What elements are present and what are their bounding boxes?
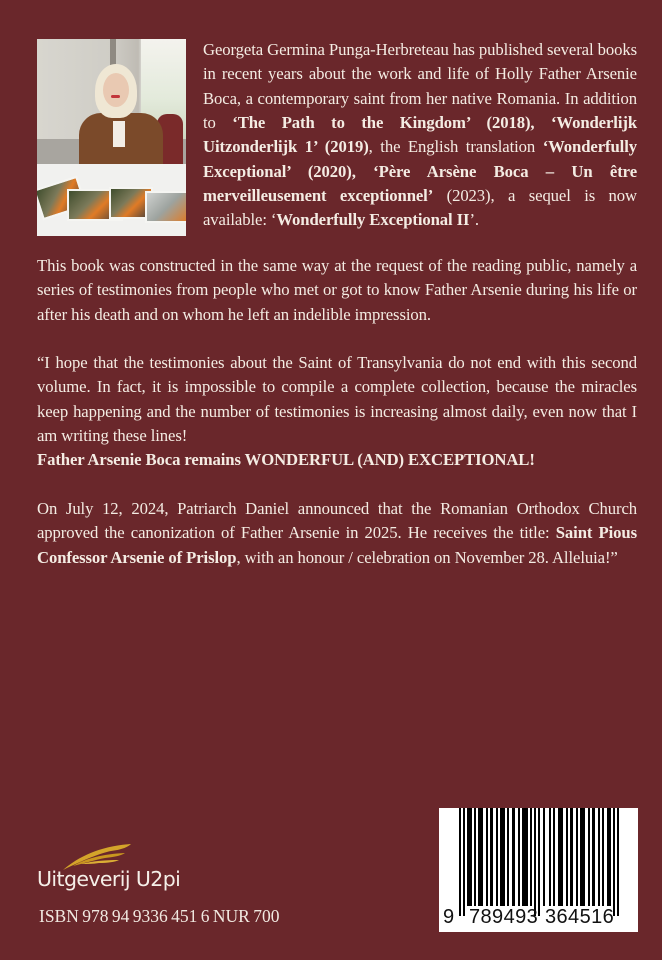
publisher-name: Uitgeverij U2pi [37, 867, 181, 891]
emphasis-line: Father Arsenie Boca remains WONDERFUL (AND) EXCEPTIONAL! [37, 450, 535, 470]
quote-paragraph: “I hope that the testimonies about the Saint of Transylvania do not end with this second volume. In fact, it is impossible to compile a complete collection, because the miracles keep happening and the number of testimonies is increasing almost daily, even now that I am writing these lines! Father Arsenie Boca remains WONDERFUL (AND) EXCEPTIONAL! [37, 353, 637, 470]
book-copy [145, 191, 186, 223]
author-photo [37, 39, 186, 236]
publisher-logo [37, 840, 187, 898]
book-description-paragraph: This book was constructed in the same way at the request of the reading public, namely a series of testimonies from people who met or got to know Father Arsenie during his life or after his death and on whom he left an indelible impression. [37, 256, 637, 324]
barcode-digits-left: 789493 [469, 906, 539, 928]
isbn-nur-line: ISBN 978 94 9336 451 6 NUR 700 [39, 906, 280, 926]
author-bio-paragraph: Georgeta Germina Punga-Herbreteau has published several books in recent years about the work and life of Holly Father Arsenie Boca, a contemporary saint from her native Romania. In addition to ‘The Path to the Kingdom’ (2018), ‘Wonderlijk Uitzonderlijk 1’ (2019), the English translation ‘Wonderfully Exceptional’ (2020), ‘Père Arsène Boca – Un être merveilleusement exceptionnel’ (2023), a sequel is now available: ‘Wonderfully Exceptional II’. [203, 40, 638, 230]
barcode-digits-right: 364516 [545, 906, 615, 928]
isbn-barcode [439, 808, 638, 932]
barcode-digit-first: 9 [443, 906, 455, 928]
canonization-paragraph: On July 12, 2024, Patriarch Daniel announced that the Romanian Orthodox Church approved the canonization of Father Arsenie in 2025. He receives the title: Saint Pious Confessor Arsenie of Prislop, with an honour / celebration on November 28. Alleluia!” [37, 499, 637, 567]
